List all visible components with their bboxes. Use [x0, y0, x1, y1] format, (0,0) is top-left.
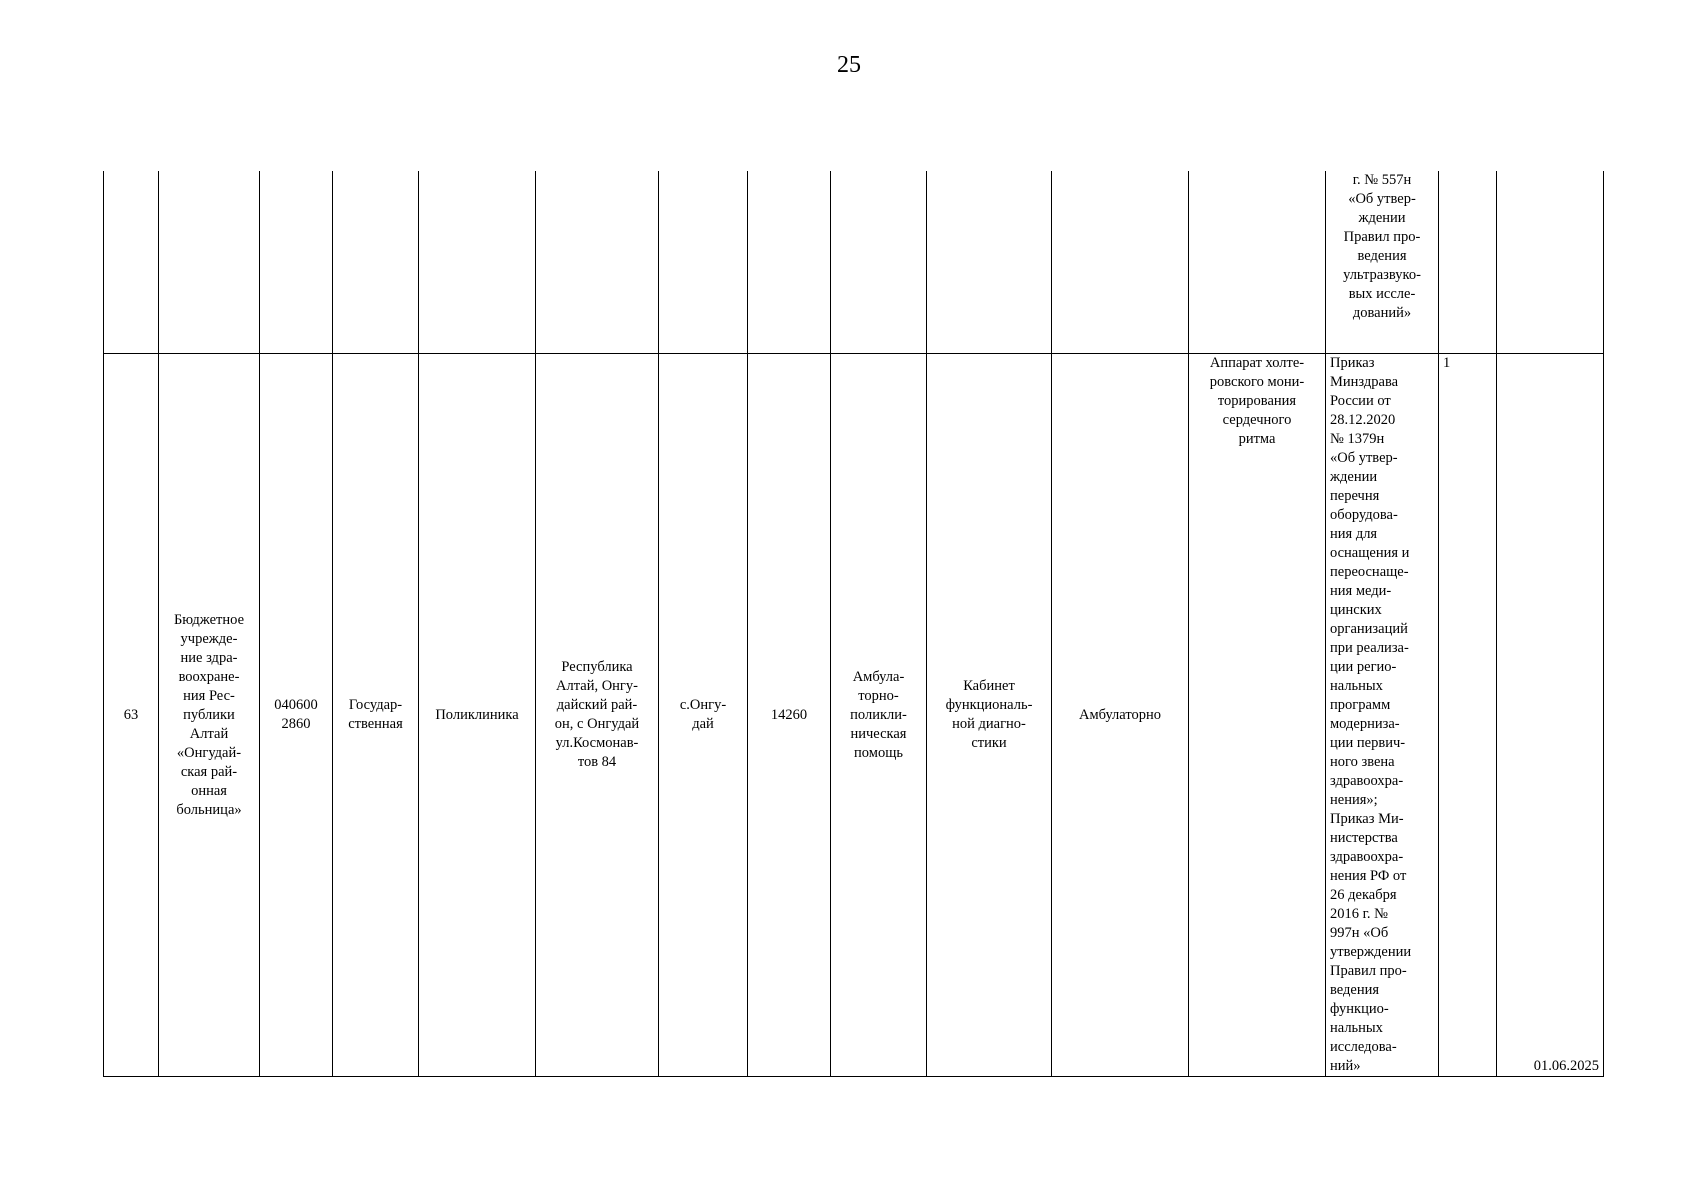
cell-equipment: Аппарат холте- ровского мони- торирования сердечного ритма [1189, 354, 1326, 1077]
cell-inn [260, 171, 333, 354]
cell-care-type: Амбула- торно- поликли- ническая помощь [831, 354, 927, 1077]
cell-care-type [831, 171, 927, 354]
table-row [104, 354, 1604, 1077]
cell-quantity: 1 [1439, 354, 1497, 1077]
cell-code [748, 171, 831, 354]
cell-ownership: Государ- ственная [333, 354, 419, 1077]
cell-care-form: Амбулаторно [1052, 354, 1189, 1077]
cell-care-form [1052, 171, 1189, 354]
page-number: 25 [837, 52, 861, 78]
cell-inn: 040600 2860 [260, 354, 333, 1077]
cell-code: 14260 [748, 354, 831, 1077]
cell-index: 63 [104, 354, 159, 1077]
cell-legal-basis-continued: г. № 557н «Об утвер- ждении Правил про- ведения ультразвуко- вых иссле- дований» [1326, 171, 1439, 354]
cell-locality [659, 171, 748, 354]
cell-organization: Бюджетное учрежде- ние здра- воохране- ния Рес- публики Алтай «Онгудай- ская рай- онная больница» [159, 354, 260, 1077]
cell-address [536, 171, 659, 354]
cell-locality: с.Онгу- дай [659, 354, 748, 1077]
cell-equipment [1189, 171, 1326, 354]
cell-address: Республика Алтай, Онгу- дайский рай- он, с Онгудай ул.Космонав- тов 84 [536, 354, 659, 1077]
cell-facility-type: Поликлиника [419, 354, 536, 1077]
cell-quantity [1439, 171, 1497, 354]
cell-index [104, 171, 159, 354]
cell-facility-type [419, 171, 536, 354]
cell-date: 01.06.2025 [1497, 354, 1604, 1077]
cell-department [927, 171, 1052, 354]
cell-date [1497, 171, 1604, 354]
registry-table [103, 171, 1604, 1077]
cell-department: Кабинет функциональ- ной диагно- стики [927, 354, 1052, 1077]
cell-organization [159, 171, 260, 354]
table-row-continuation [104, 171, 1604, 354]
cell-ownership [333, 171, 419, 354]
cell-legal-basis: Приказ Минздрава России от 28.12.2020 № 1379н «Об утвер- ждении перечня оборудова- ния для оснащения и переоснаще- ния меди- цинских организаций при реализа- ции регио- нальных программ модерниза- ции первич- ного звена здравоохра- нения»; Приказ Ми- нистерства здравоохра- нения РФ от 26 декабря 2016 г. № 997н «Об утверждении Правил про- ведения функцио- нальных исследова- ний» [1326, 354, 1439, 1077]
